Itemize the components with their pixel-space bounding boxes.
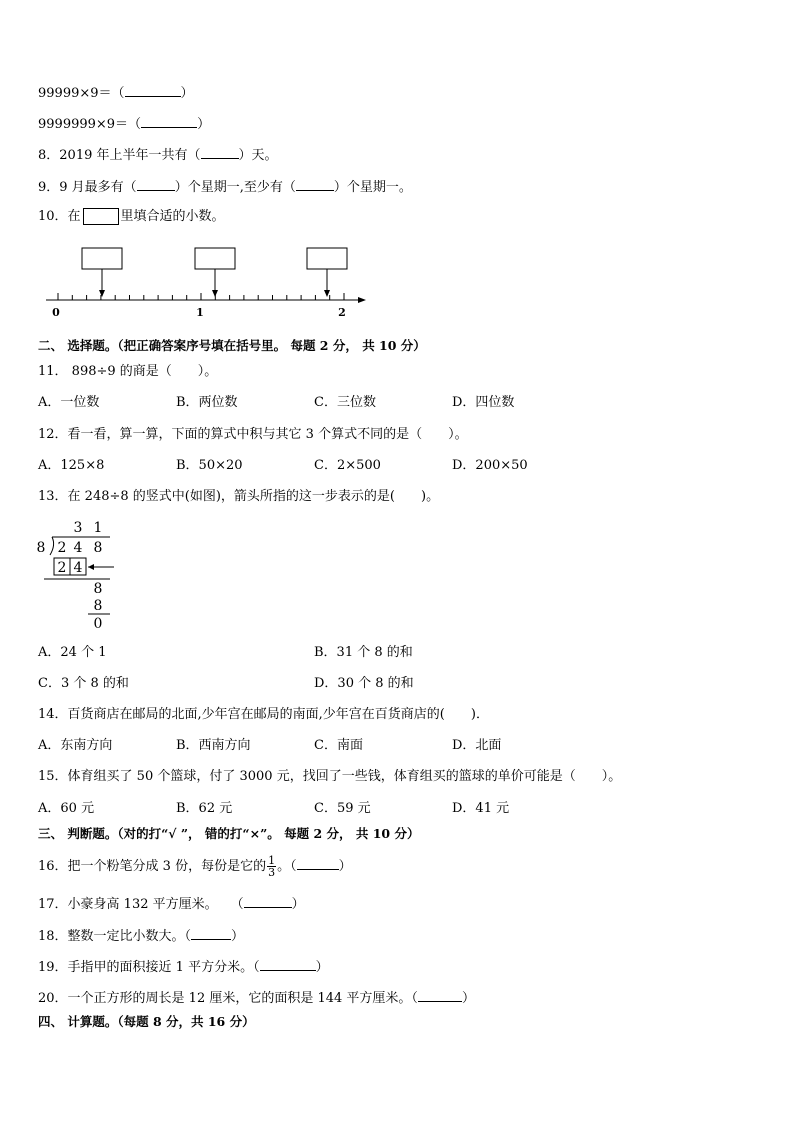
option-c[interactable]: C．南面 [314, 738, 363, 753]
option-c[interactable]: C．59 元 [314, 801, 371, 816]
option-d[interactable]: D．北面 [452, 738, 502, 753]
option-d[interactable]: D．30 个 8 的和 [314, 676, 414, 691]
option-c[interactable]: C．三位数 [314, 395, 376, 410]
calc-a: 99999×9＝（ ） [38, 83, 194, 102]
option-b[interactable]: B．西南方向 [176, 738, 251, 753]
section-3-title: 三、 判断题。（对的打“√ ”， 错的打“×”。 每题 2 分， 共 10 分） [38, 826, 420, 841]
quotient-digit: 1 [93, 520, 103, 536]
option-d[interactable]: D．41 元 [452, 801, 510, 816]
dividend-digit: 2 [57, 540, 67, 556]
question-10: 10．在 里填合适的小数。 [38, 209, 225, 224]
calc-b: 9999999×9＝（ ） [38, 114, 210, 133]
option-d[interactable]: D．四位数 [452, 395, 515, 410]
answer-blank[interactable] [418, 988, 462, 1002]
answer-blank[interactable] [244, 894, 292, 908]
answer-blank[interactable] [125, 83, 181, 97]
dividend-digit: 4 [73, 540, 83, 556]
long-division-figure [30, 515, 130, 635]
option-b[interactable]: B．31 个 8 的和 [314, 645, 413, 660]
fraction: $\frac{1}{3}$ [268, 854, 276, 879]
section-4-title: 四、 计算题。（每题 8 分，共 16 分） [38, 1014, 255, 1029]
step-digit: 4 [73, 560, 83, 576]
answer-blank[interactable] [137, 177, 175, 191]
option-a[interactable]: A．60 元 [38, 801, 95, 816]
option-c[interactable]: C．3 个 8 的和 [38, 676, 129, 691]
answer-blank[interactable] [141, 114, 197, 128]
question-11: 11． 898÷9 的商是（ ）。 [38, 364, 218, 379]
answer-box-2[interactable] [195, 248, 235, 269]
answer-box-1[interactable] [82, 248, 122, 269]
axis-label-0: 0 [52, 306, 60, 319]
axis-arrow-icon [358, 297, 366, 303]
question-20: 20．一个正方形的周长是 12 厘米，它的面积是 144 平方厘米。（ ） [38, 988, 475, 1007]
answer-blank[interactable] [201, 145, 239, 159]
answer-blank[interactable] [297, 856, 339, 870]
arrow-down-icon [99, 290, 105, 297]
step-digit: 8 [93, 598, 103, 614]
option-c[interactable]: C．2×500 [314, 458, 381, 473]
axis-label-2: 2 [338, 306, 346, 319]
divisor: 8 [36, 540, 46, 556]
answer-box-3[interactable] [307, 248, 347, 269]
step-digit: 2 [57, 560, 67, 576]
dividend-digit: 8 [93, 540, 103, 556]
option-d[interactable]: D．200×50 [452, 458, 528, 473]
quotient-digit: 3 [73, 520, 83, 536]
option-b[interactable]: B．50×20 [176, 458, 243, 473]
number-line [0, 240, 400, 325]
question-8: 8．2019 年上半年一共有（ ）天。 [38, 145, 278, 164]
option-a[interactable]: A．125×8 [38, 458, 105, 473]
question-16: 16．把一个粉笔分成 3 份，每份是它的 $\frac{1}{3}$ 。（ ） [38, 854, 352, 879]
option-b[interactable]: B．62 元 [176, 801, 233, 816]
question-19: 19．手指甲的面积接近 1 平方分米。（ ） [38, 957, 329, 976]
question-13: 13．在 248÷8 的竖式中(如图)，箭头所指的这一步表示的是( )。 [38, 489, 440, 504]
answer-blank[interactable] [296, 177, 334, 191]
question-18: 18．整数一定比小数大。（ ） [38, 926, 244, 945]
answer-blank[interactable] [260, 957, 316, 971]
question-15: 15．体育组买了 50 个篮球，付了 3000 元，找回了一些钱，体育组买的篮球的单价可能是（ ）。 [38, 769, 622, 784]
arrow-down-icon [324, 290, 330, 297]
section-2-title: 二、 选择题。（把正确答案序号填在括号里。 每题 2 分， 共 10 分） [38, 338, 426, 353]
remainder: 0 [93, 616, 103, 632]
answer-blank[interactable] [191, 926, 231, 940]
option-a[interactable]: A．24 个 1 [38, 645, 107, 660]
step-digit: 8 [93, 581, 103, 597]
option-b[interactable]: B．两位数 [176, 395, 238, 410]
question-9: 9．9 月最多有（ ）个星期一,至少有（ ）个星期一。 [38, 177, 412, 196]
question-12: 12．看一看，算一算，下面的算式中积与其它 3 个算式不同的是（ ）。 [38, 427, 468, 442]
question-14: 14．百货商店在邮局的北面,少年宫在邮局的南面,少年宫在百货商店的( )． [38, 707, 489, 722]
option-a[interactable]: A．一位数 [38, 395, 100, 410]
division-bracket [50, 537, 54, 555]
inline-box [83, 208, 119, 225]
question-17: 17．小豪身高 132 平方厘米。 （ ） [38, 894, 305, 913]
axis-label-1: 1 [196, 306, 204, 319]
option-a[interactable]: A．东南方向 [38, 738, 113, 753]
arrow-left-icon [88, 564, 94, 570]
